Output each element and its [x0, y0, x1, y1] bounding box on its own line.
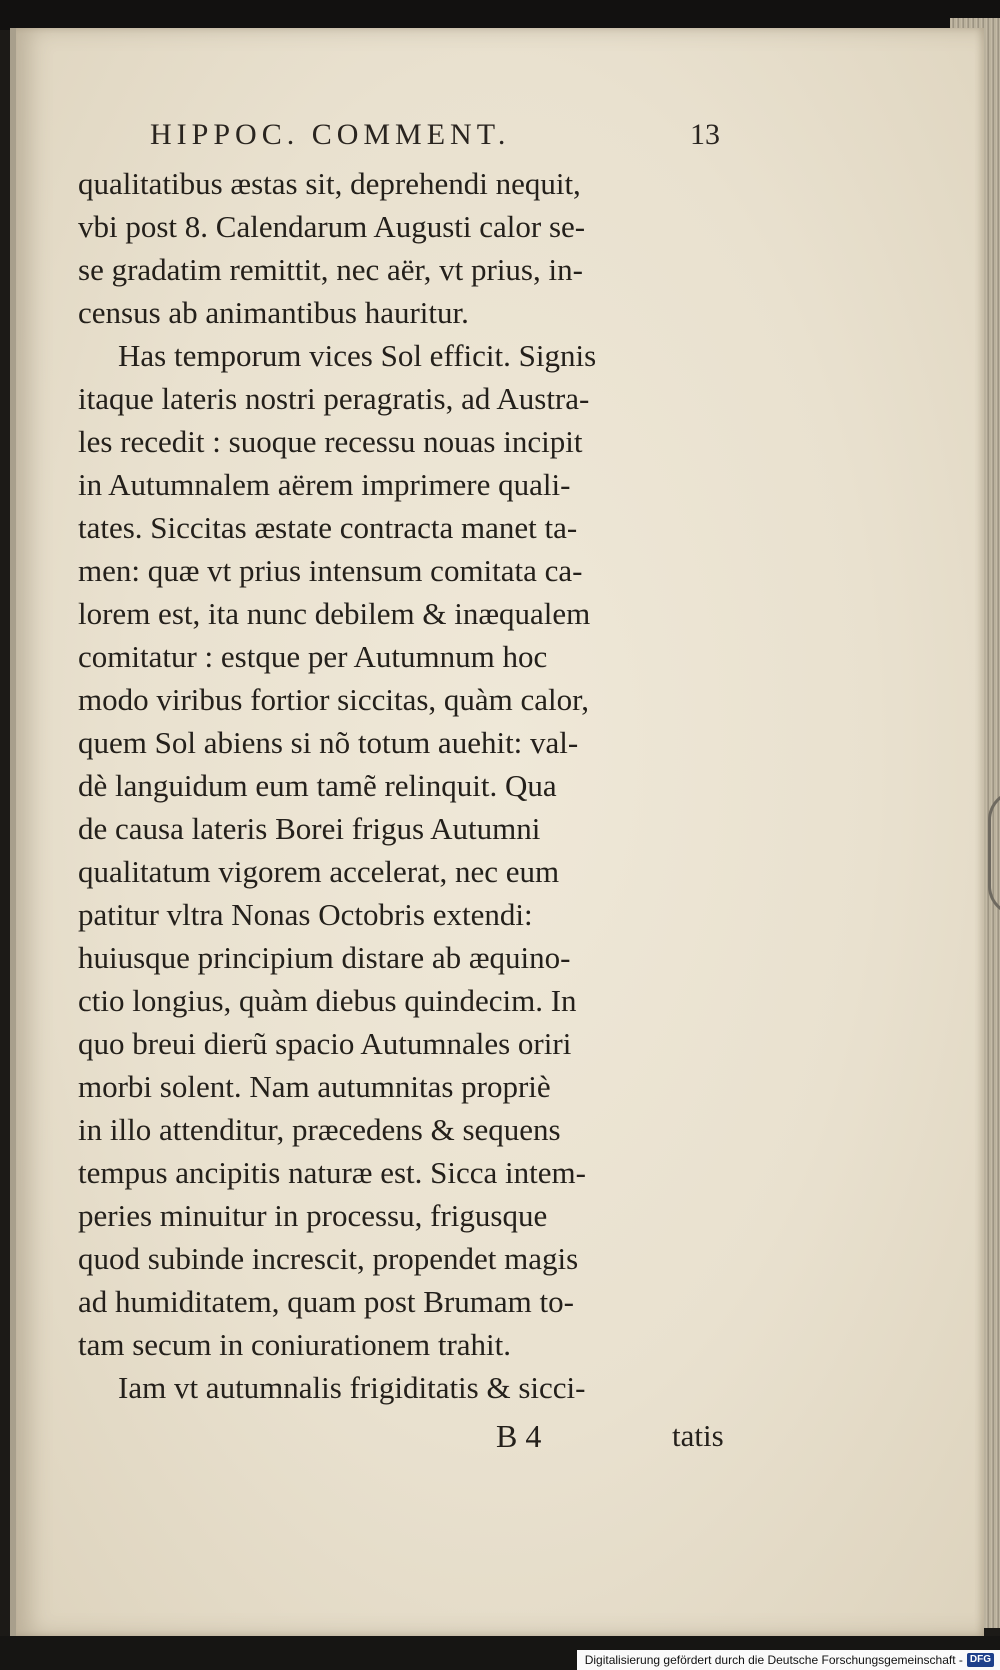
text-line: peries minuitur in processu, frigusque: [78, 1198, 548, 1233]
signature-mark: B 4: [496, 1418, 542, 1454]
text-line: modo viribus fortior siccitas, quàm calor,: [78, 682, 590, 717]
text-line: ad humiditatem, quam post Brumam to-: [78, 1284, 574, 1319]
text-line: vbi post 8. Calendarum Augusti calor se-: [78, 209, 586, 244]
digitization-credit: [577, 1650, 1000, 1670]
text-line: de causa lateris Borei frigus Autumni: [78, 811, 541, 846]
text-line: Iam vt autumnalis frigiditatis & sicci-: [118, 1370, 586, 1405]
text-line: tates. Siccitas æstate contracta manet ta-: [78, 510, 578, 545]
text-line: quo breui dierũ spacio Autumnales oriri: [78, 1026, 572, 1061]
text-line: patitur vltra Nonas Octobris extendi:: [78, 897, 533, 932]
text-line: men: quæ vt prius intensum comitata ca-: [78, 553, 583, 588]
scan-top-border: [0, 0, 1000, 30]
text-line: ctio longius, quàm diebus quindecim. In: [78, 983, 577, 1018]
text-line: itaque lateris nostri peragratis, ad Austra-: [78, 381, 590, 416]
body-text: [78, 162, 742, 1409]
running-title: HIPPOC. COMMENT.: [150, 118, 511, 151]
text-line: lorem est, ita nunc debilem & inæqualem: [78, 596, 591, 631]
text-line: se gradatim remittit, nec aër, vt prius, in-: [78, 252, 583, 287]
dfg-logo-icon: DFG: [967, 1653, 994, 1667]
page-number: 13: [690, 118, 720, 151]
text-line: les recedit : suoque recessu nouas incipit: [78, 424, 583, 459]
text-line: tam secum in coniurationem trahit.: [78, 1327, 512, 1362]
text-line: huiusque principium distare ab æquino-: [78, 940, 571, 975]
page-header: [150, 118, 760, 152]
text-line: dè languidum eum tamẽ relinquit. Qua: [78, 768, 557, 803]
text-line: comitatur : estque per Autumnum hoc: [78, 639, 548, 674]
text-line: quem Sol abiens si nõ totum auehit: val-: [78, 725, 579, 760]
text-line: in Autumnalem aërem imprimere quali-: [78, 467, 571, 502]
catchword: tatis: [672, 1418, 724, 1453]
text-line: morbi solent. Nam autumnitas propriè: [78, 1069, 551, 1104]
credit-text: Digitalisierung gefördert durch die Deutsche Forschungsgemeinschaft -: [584, 1653, 963, 1667]
text-line: in illo attenditur, præcedens & sequens: [78, 1112, 561, 1147]
text-line: Has temporum vices Sol efficit. Signis: [118, 338, 597, 373]
text-line: quod subinde increscit, propendet magis: [78, 1241, 579, 1276]
text-line: qualitatibus æstas sit, deprehendi nequit,: [78, 166, 581, 201]
page-clip: [988, 790, 1000, 916]
text-line: census ab animantibus hauritur.: [78, 295, 469, 330]
text-line: tempus ancipitis naturæ est. Sicca intem-: [78, 1155, 586, 1190]
text-line: qualitatum vigorem accelerat, nec eum: [78, 854, 560, 889]
